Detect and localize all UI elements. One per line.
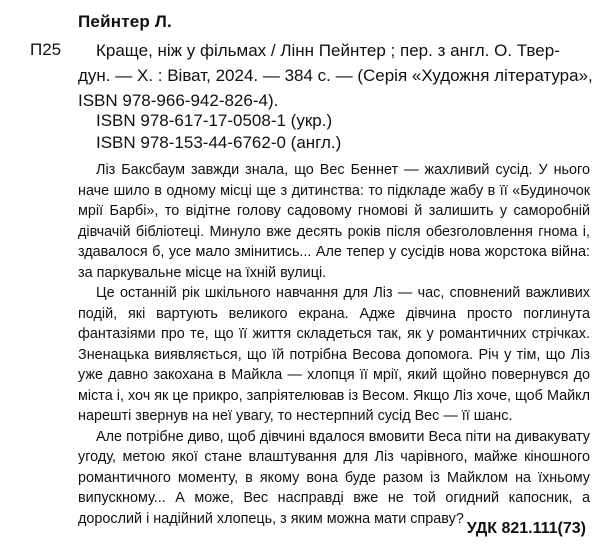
isbn-block [96,110,586,154]
bibliographic-description [78,38,593,113]
title-line: ISBN 978-966-942-826-4). [78,91,279,110]
annotation-paragraph: Але потрібне диво, щоб дівчині вдалося вмовити Веса піти на дивакувату угоду, метою якої стане влаштування для Ліз чарівного, майже кіношного романтичного моменту, в якому вона буде разом із Майклом на їхньому випускному... А може, Вес насправді вже не той огидний капосник, а дорослий і надійний хлопець, з яким можна мати справу? [78,428,590,527]
annotation-paragraph: Це останній рік шкільного навчання для Ліз — час, сповнений важливих подій, які вартують великого екрана. Адже дівчина просто поглинута фантазіями про те, що її життя складеться так, як у романтичних стрічках. Зненацька виявляється, що їй потрібна Весова допомога. Річ у тім, що Ліз уже давно закохана в Майкла — хлопця її мрії, який щойно повернувся до міста і, хоч як це прикро, запріятелював із Весом. Якщо Ліз хоче, щоб Майкл нарешті звернув на неї увагу, то нестерпний сусід Вес — її шанс. [78,285,590,424]
catalog-code: П25 [30,40,62,59]
author-heading: Пейнтер Л. [78,12,172,31]
isbn-english: ISBN 978-153-44-6762-0 (англ.) [96,133,342,152]
annotation-paragraph: Ліз Баксбаум завжди знала, що Вес Беннет — жахливий сусід. У нього наче шило в одному місці ще з дитинства: то підкладе жабу в її «Будиночок мрії Барбі», то відітне голову садовому гномові й залишить у саморобній дівчачій бібліотеці. Минуло вже десять років після обезголовлення гнома і, здавалося б, усе мало змінитись... Але тепер у сусідів нова жорстока війна: за паркувальне місце на їхній вулиці. [78,162,590,281]
annotation [78,160,590,529]
title-line: дун. — Х. : Віват, 2024. — 384 с. — (Серія «Художня література», [78,66,593,85]
isbn-ukrainian: ISBN 978-617-17-0508-1 (укр.) [96,111,333,130]
title-line: Краще, ніж у фільмах / Лінн Пейнтер ; пер. з англ. О. Твер- [96,41,560,60]
udc-code: УДК 821.111(73) [466,520,586,537]
